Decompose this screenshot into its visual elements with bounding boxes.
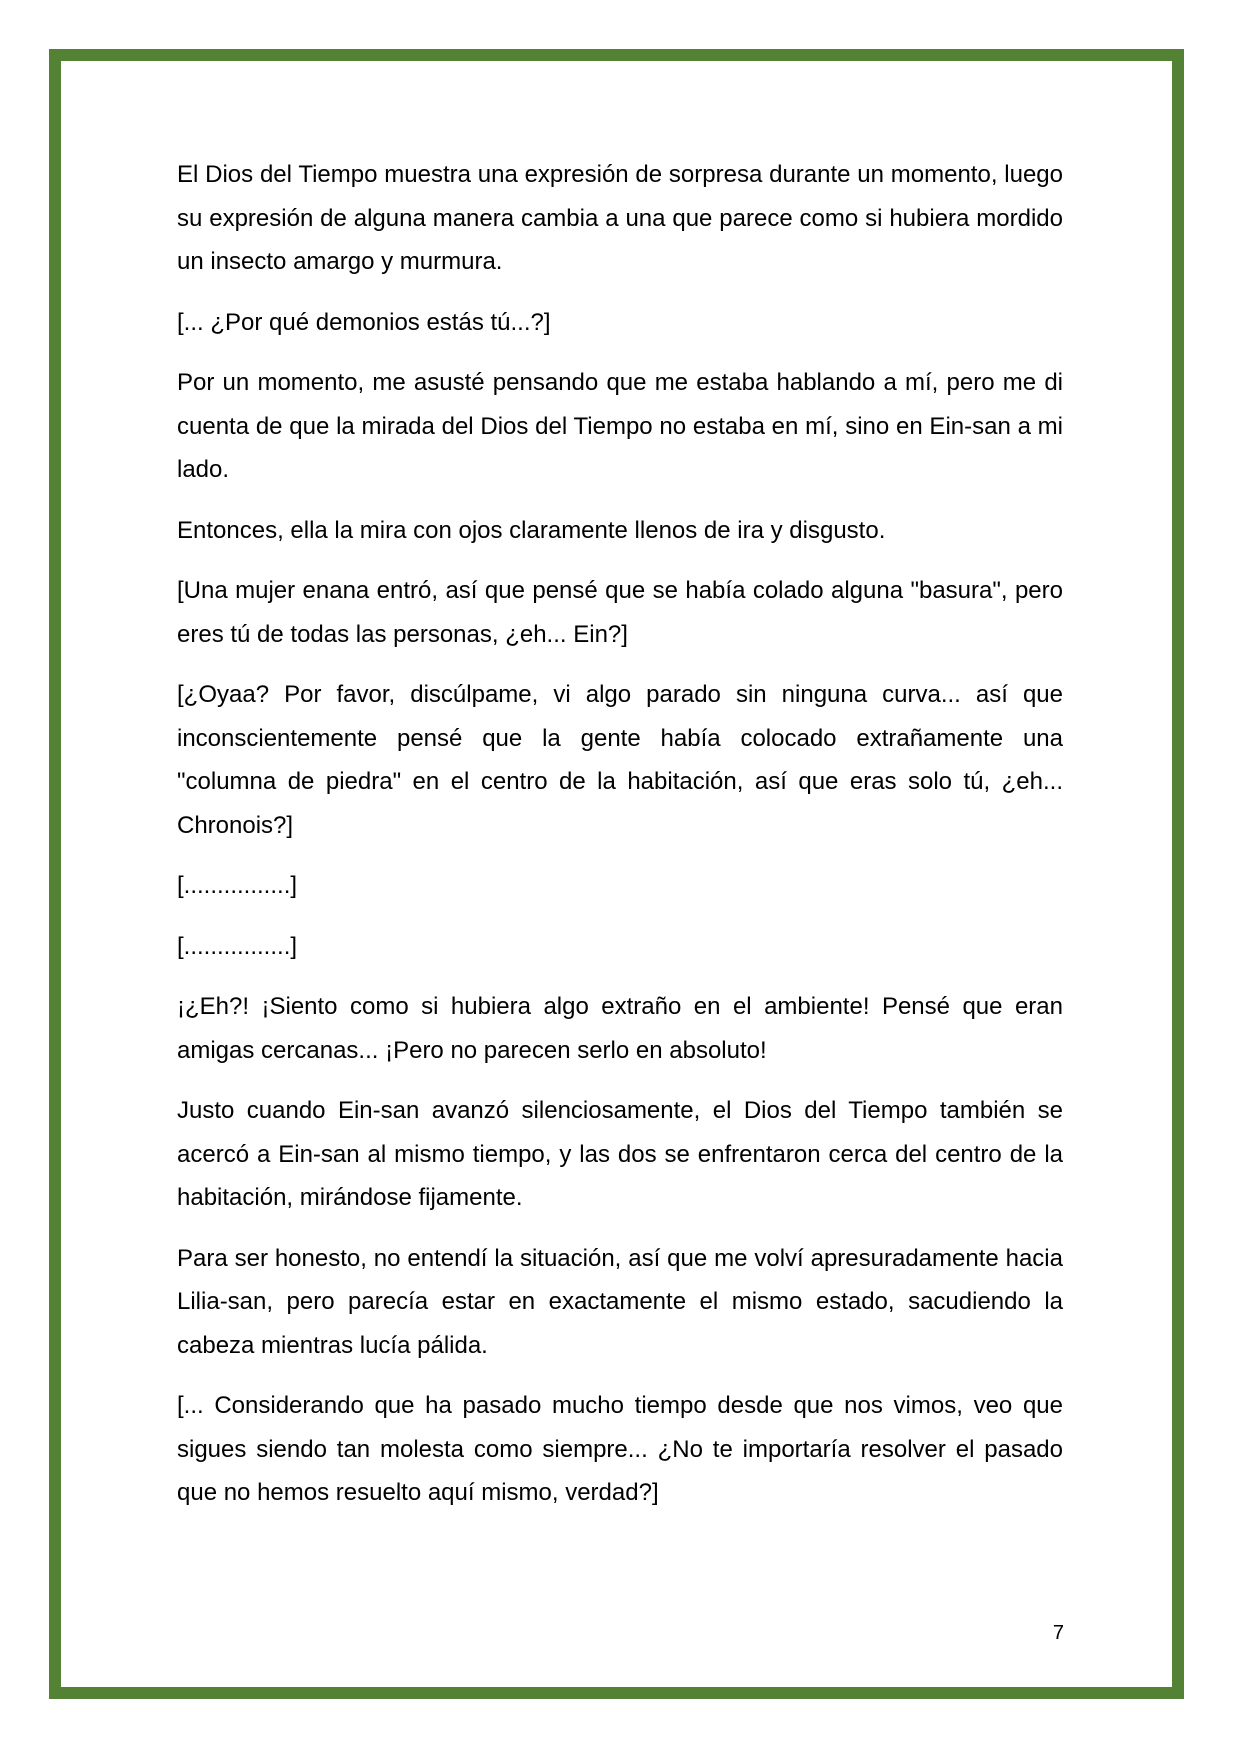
paragraph: Para ser honesto, no entendí la situación, así que me volví apresuradamente hacia Lilia-san, pero parecía estar en exactamente el mismo estado, sacudiendo la cabeza mientras lucía pálida. [177,1244,1063,1359]
paragraph: [... ¿Por qué demonios estás tú...?] [177,308,551,336]
paragraph: [Una mujer enana entró, así que pensé que se había colado alguna "basura", pero eres tú de todas las personas, ¿eh... Ein?] [177,577,1063,648]
page-number: 7 [1052,1622,1064,1644]
paragraph: Por un momento, me asusté pensando que me estaba hablando a mí, pero me di cuenta de que la mirada del Dios del Tiempo no estaba en mí, sino en Ein-san a mi lado. [177,369,1063,483]
paragraph: [... Considerando que ha pasado mucho tiempo desde que nos vimos, veo que sigues siendo tan molesta como siempre... ¿No te importaría resolver el pasado que no hemos resuelto aquí mismo, verdad?] [177,1392,1063,1506]
paragraph: El Dios del Tiempo muestra una expresión de sorpresa durante un momento, luego su expresión de alguna manera cambia a una que parece como si hubiera mordido un insecto amargo y murmura. [177,161,1063,275]
document-body [177,153,1063,1532]
paragraph: [¿Oyaa? Por favor, discúlpame, vi algo parado sin ninguna curva... así que inconscientemente pensé que la gente había colocado extrañamente una "columna de piedra" en el centro de la habitación, así que eras solo tú, ¿eh... Chronois?] [177,681,1063,839]
paragraph: Justo cuando Ein-san avanzó silenciosamente, el Dios del Tiempo también se acercó a Ein-san al mismo tiempo, y las dos se enfrentaron cerca del centro de la habitación, mirándose fijamente. [177,1097,1063,1211]
paragraph: [................] [177,872,298,899]
paragraph: Entonces, ella la mira con ojos claramente llenos de ira y disgusto. [177,516,886,544]
paragraph: ¡¿Eh?! ¡Siento como si hubiera algo extraño en el ambiente! Pensé que eran amigas cercanas... ¡Pero no parecen serlo en absoluto! [177,993,1063,1064]
paragraph: [................] [177,932,298,960]
